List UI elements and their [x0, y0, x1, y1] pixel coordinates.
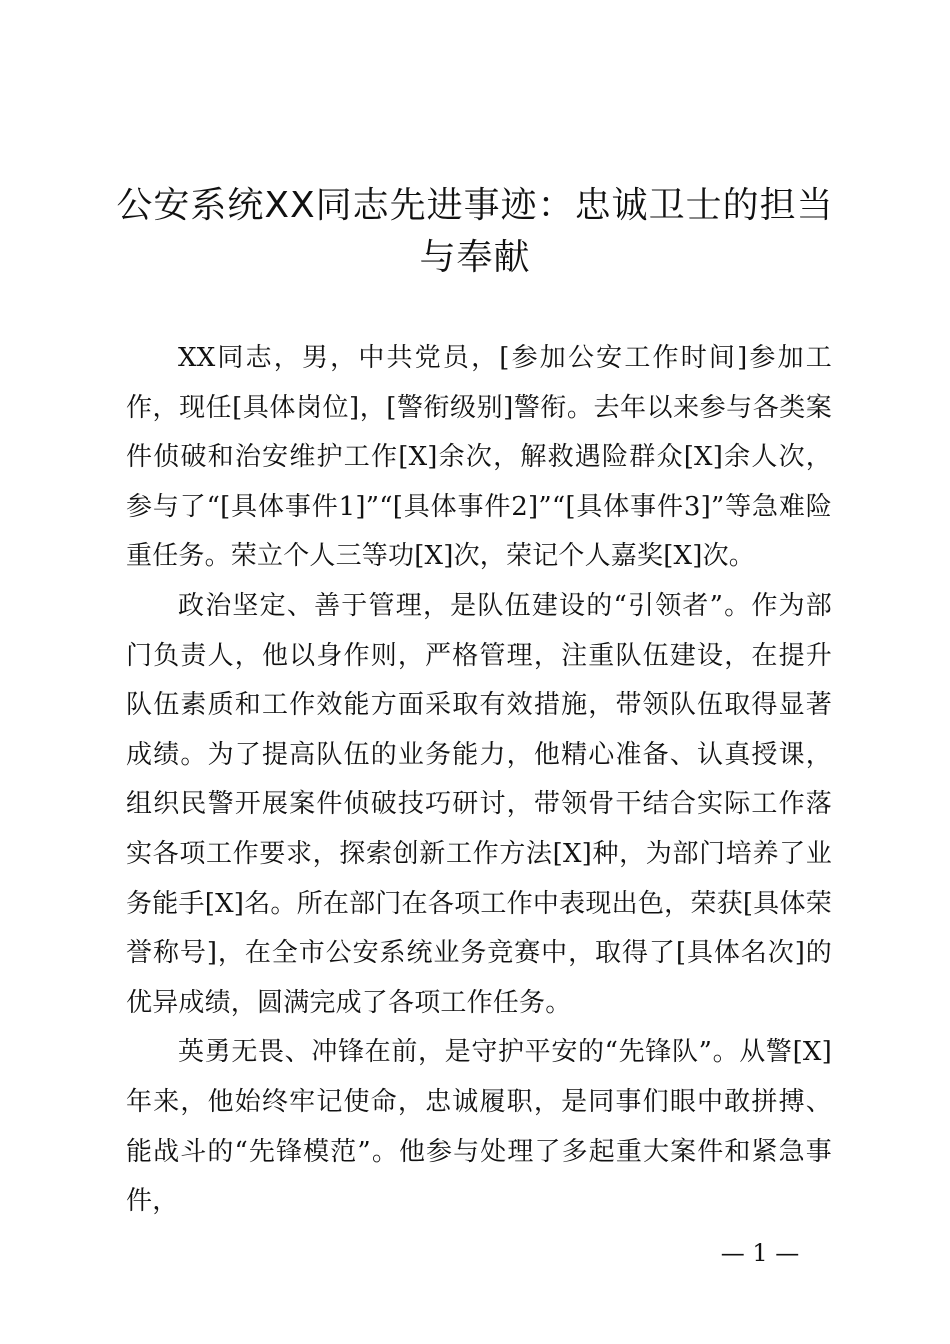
paragraph-leadership: 政治坚定、善于管理，是队伍建设的“引领者”。作为部门负责人，他以身作则，严格管理，注重队伍建设，在提升队伍素质和工作效能方面采取有效措施，带领队伍取得显著成绩。为了提高队伍的业务能力，他精心准备、认真授课，组织民警开展案件侦破技巧研讨，带领骨干结合实际工作落实各项工作要求，探索创新工作方法[X]种，为部门培养了业务能手[X]名。所在部门在各项工作中表现出色，荣获[具体荣誉称号]，在全市公安系统业务竞赛中，取得了[具体名次]的优异成绩，圆满完成了各项工作任务。: [126, 590, 832, 1018]
paragraph-intro: XX同志，男，中共党员，[参加公安工作时间]参加工作，现任[具体岗位]，[警衔级别]警衔。去年以来参与各类案件侦破和治安维护工作[X]余次，解救遇险群众[X]余人次，参与了“[具体事件1]”“[具体事件2]”“[具体事件3]”等急难险重任务。荣立个人三等功[X]次，荣记个人嘉奖[X]次。: [126, 343, 832, 572]
page-number: — 1 —: [720, 1239, 800, 1267]
document-body: [126, 334, 832, 1227]
paragraph-vanguard: 英勇无畏、冲锋在前，是守护平安的“先锋队”。从警[X]年来，他始终牢记使命，忠诚履职，是同事们眼中敢拼搏、能战斗的“先锋模范”。他参与处理了多起重大案件和紧急事件，: [126, 1037, 832, 1217]
document-title: 公安系统XX同志先进事迹：忠诚卫士的担当与奉献: [116, 185, 834, 278]
